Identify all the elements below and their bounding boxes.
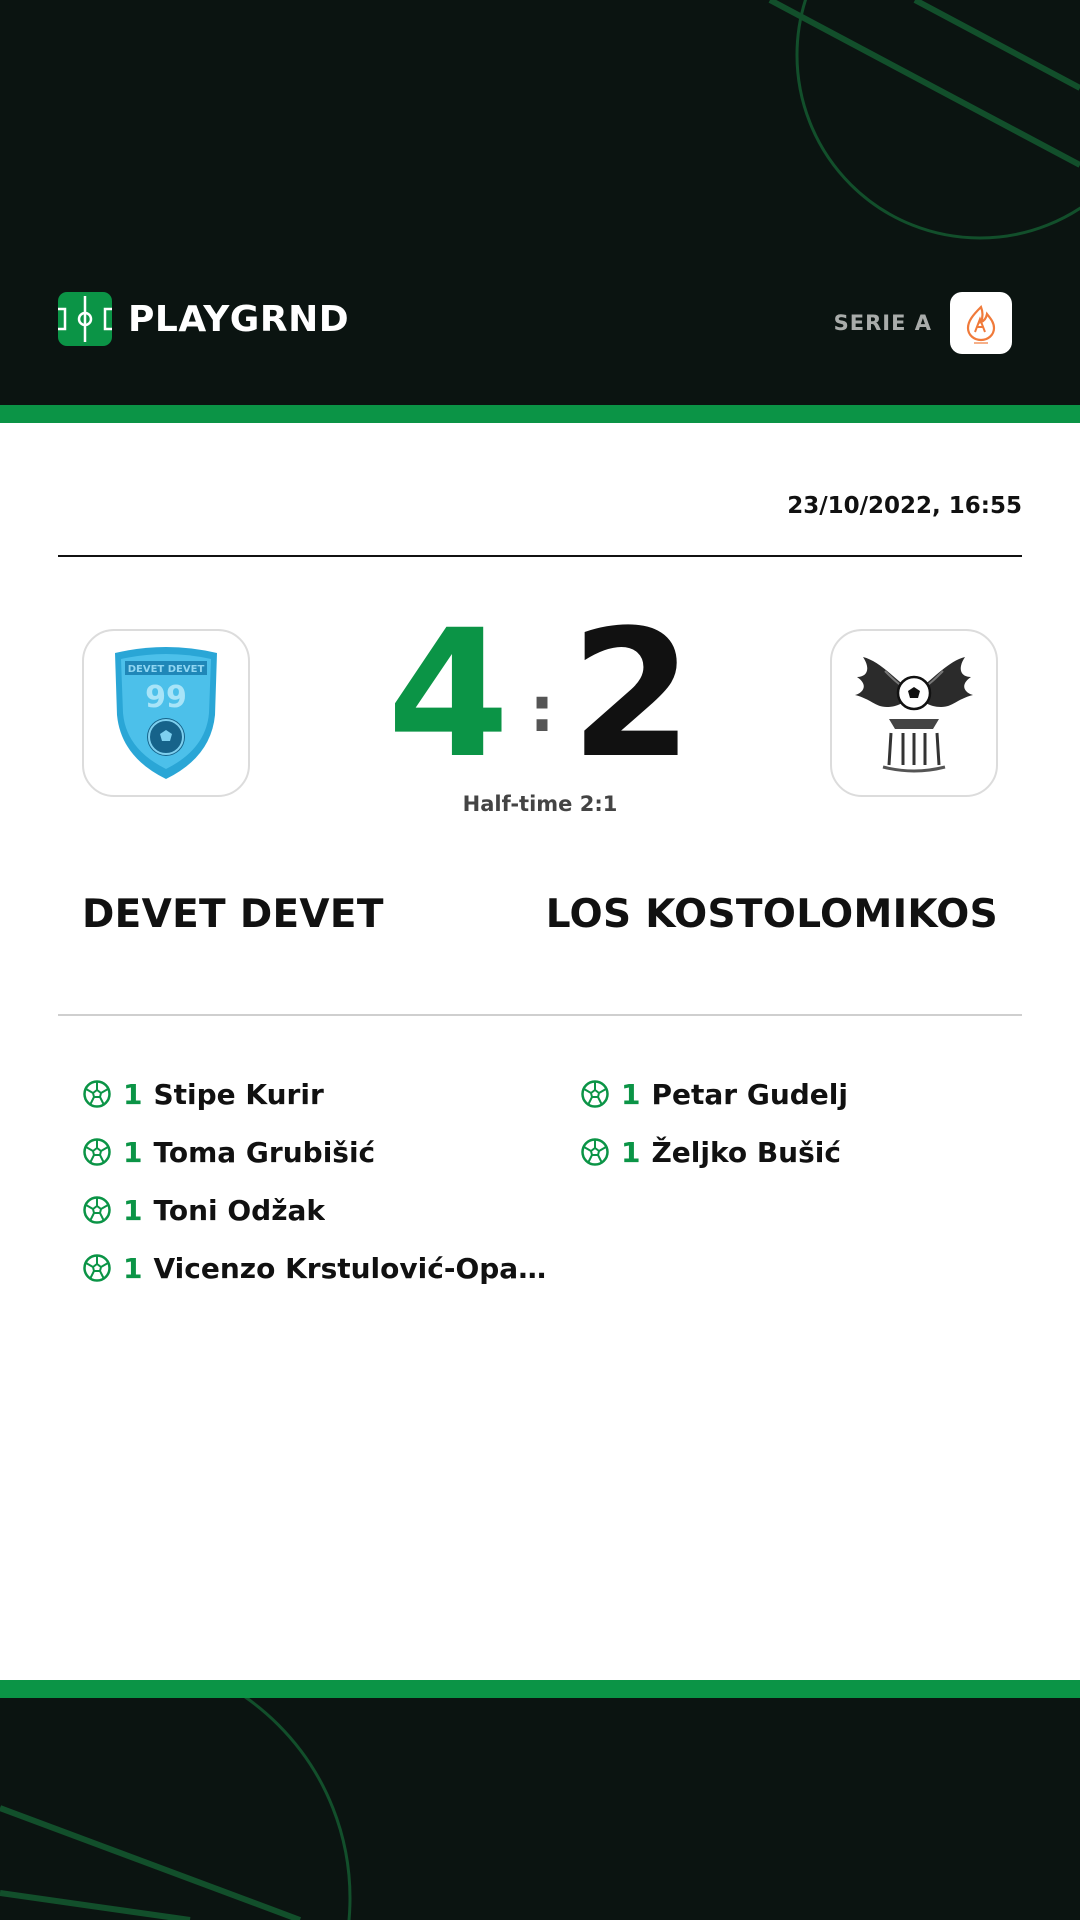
- header: [0, 0, 1080, 405]
- goal-count: 1: [123, 1135, 143, 1169]
- football-icon: [82, 1253, 112, 1283]
- footer-accent-stripe: [0, 1680, 1080, 1698]
- goal-count: 1: [621, 1077, 641, 1111]
- scorer-row: [82, 1239, 552, 1297]
- scorer-name: Toma Grubišić: [153, 1135, 376, 1169]
- football-icon: [82, 1137, 112, 1167]
- brand-name: PLAYGRND: [128, 298, 350, 340]
- away-scorers-list: [580, 1065, 1050, 1181]
- scorer-name: Petar Gudelj: [651, 1077, 848, 1111]
- svg-text:99: 99: [145, 680, 187, 715]
- scorer-name: Stipe Kurir: [153, 1077, 324, 1111]
- league-flame-logo: [950, 292, 1012, 354]
- scorer-name: Toni Odžak: [153, 1193, 326, 1227]
- scorer-name: Vicenzo Krstulović-Opa…: [153, 1251, 547, 1285]
- pitch-icon: [58, 292, 112, 346]
- halftime-score: Half-time 2:1: [462, 792, 618, 816]
- score-separator: :: [529, 673, 555, 746]
- scorer-row: [580, 1065, 1050, 1123]
- football-icon: [82, 1195, 112, 1225]
- league-name: SERIE A: [833, 311, 932, 335]
- goal-count: 1: [123, 1193, 143, 1227]
- svg-text:DEVET DEVET: DEVET DEVET: [127, 664, 205, 675]
- goal-count: 1: [621, 1135, 641, 1169]
- scorer-row: [82, 1181, 552, 1239]
- away-team-name: LOS KOSTOLOMIKOS: [545, 892, 998, 937]
- goal-count: 1: [123, 1077, 143, 1111]
- football-icon: [580, 1137, 610, 1167]
- home-team-name: DEVET DEVET: [82, 892, 384, 937]
- scorer-row: [580, 1123, 1050, 1181]
- shield-99-crest: [111, 645, 221, 781]
- home-scorers-list: [82, 1065, 552, 1297]
- divider: [58, 555, 1022, 557]
- scorer-row: [82, 1123, 552, 1181]
- footer: [0, 1698, 1080, 1920]
- away-score: 2: [570, 592, 693, 797]
- pitch-lines-decoration: [0, 1698, 1080, 1920]
- home-team-crest: [82, 629, 250, 797]
- match-datetime: 23/10/2022, 16:55: [787, 493, 1022, 519]
- eagle-ball-crest: [849, 647, 979, 779]
- football-icon: [580, 1079, 610, 1109]
- scorer-row: [82, 1065, 552, 1123]
- football-icon: [82, 1079, 112, 1109]
- scorer-name: Željko Bušić: [651, 1135, 841, 1169]
- divider: [58, 1014, 1022, 1016]
- scoreboard: [340, 592, 740, 797]
- away-team-crest: [830, 629, 998, 797]
- league: [834, 292, 1012, 354]
- goal-count: 1: [123, 1251, 143, 1285]
- header-accent-stripe: [0, 405, 1080, 423]
- home-score: 4: [387, 592, 510, 797]
- brand: [58, 292, 349, 346]
